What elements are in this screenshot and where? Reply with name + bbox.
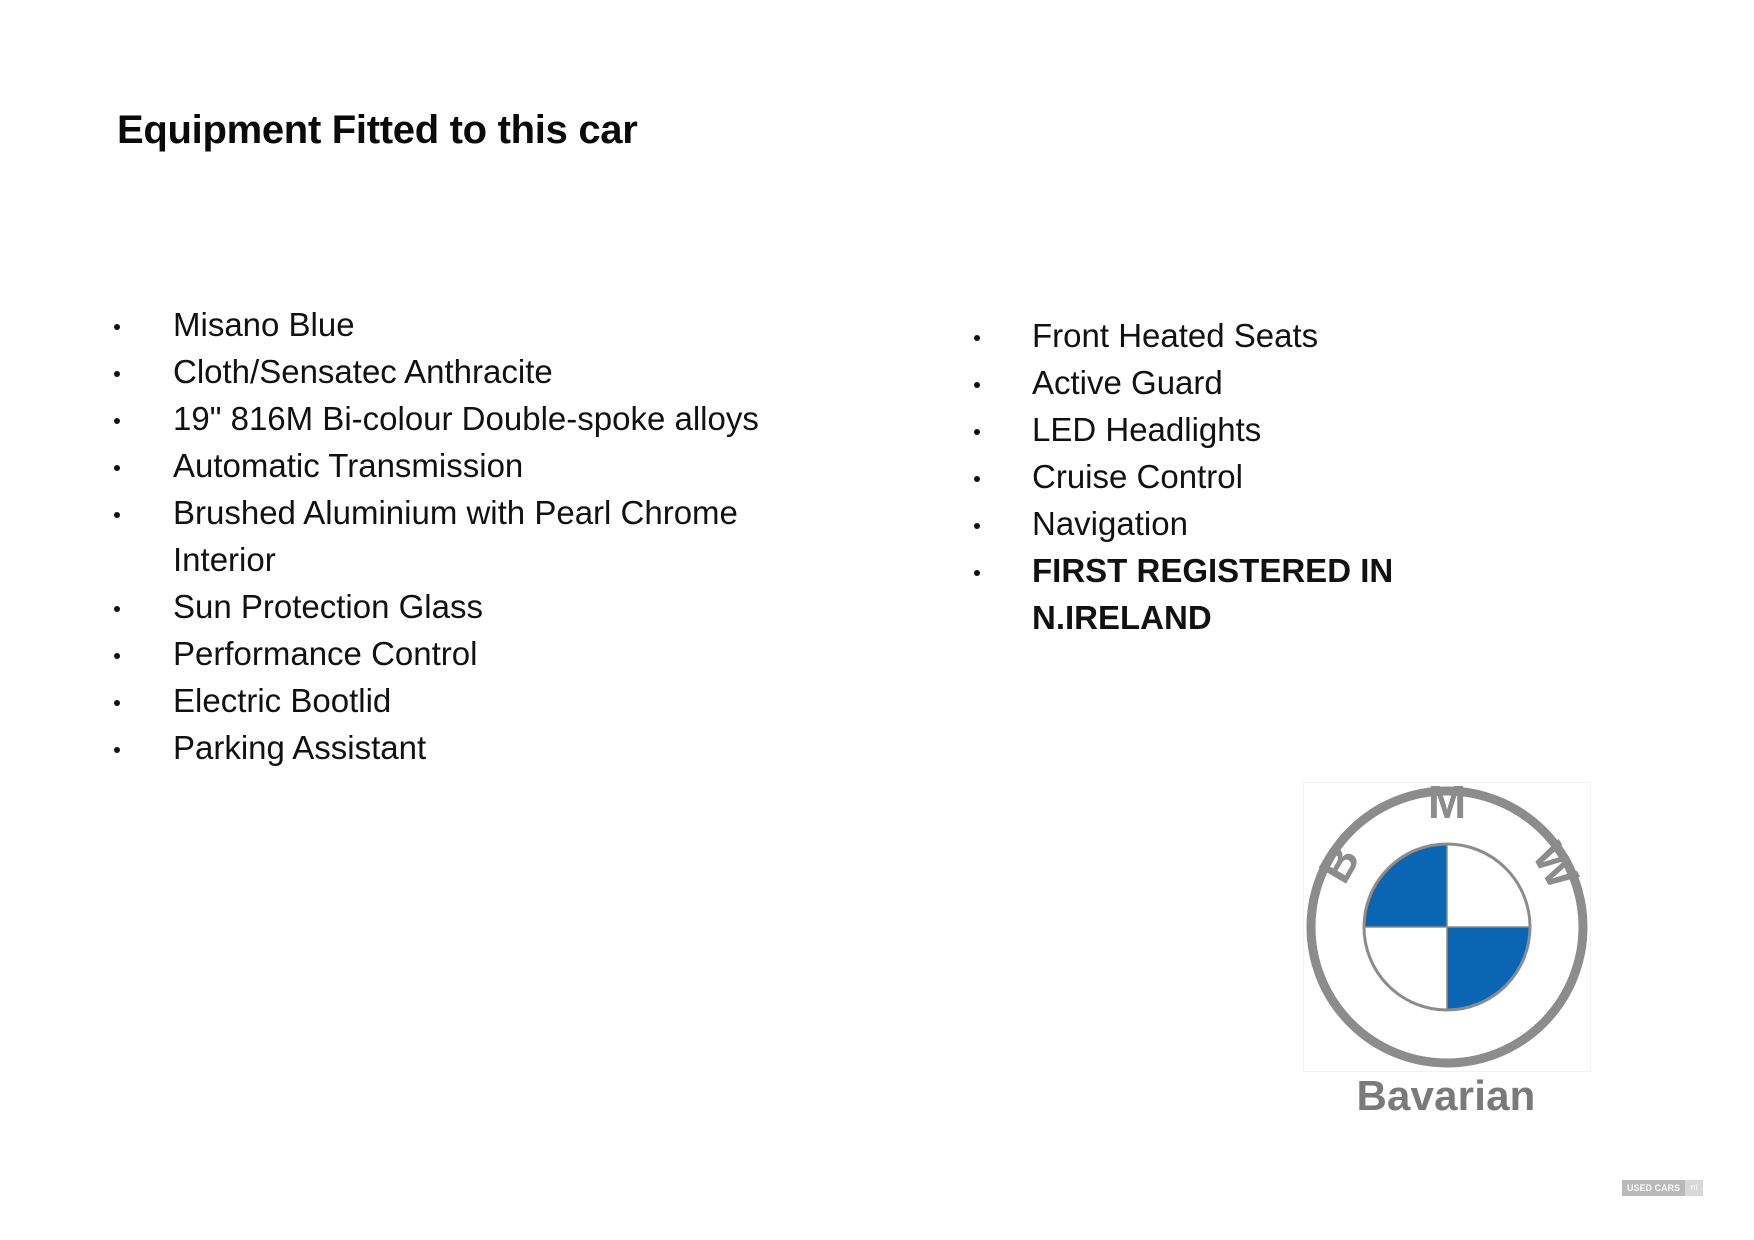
used-cars-watermark — [1622, 1180, 1703, 1196]
equipment-item: 19" 816M Bi-colour Double-spoke alloys — [110, 395, 830, 442]
equipment-item: Cruise Control — [970, 453, 1530, 500]
equipment-item: Cloth/Sensatec Anthracite — [110, 348, 830, 395]
equipment-item: Active Guard — [970, 359, 1530, 406]
bmw-logo-icon — [1303, 782, 1591, 1072]
watermark-tail: ni — [1685, 1180, 1703, 1196]
equipment-item: FIRST REGISTERED IN N.IRELAND — [970, 547, 1530, 641]
logo-letter-m: M — [1427, 783, 1467, 828]
equipment-item: Automatic Transmission — [110, 442, 830, 489]
equipment-item: Front Heated Seats — [970, 312, 1530, 359]
watermark-text: USED CARS — [1627, 1183, 1681, 1193]
equipment-item: Electric Bootlid — [110, 677, 830, 724]
equipment-item: Misano Blue — [110, 301, 830, 348]
equipment-list-right — [970, 312, 1530, 641]
equipment-list-left — [110, 301, 830, 771]
equipment-item: LED Headlights — [970, 406, 1530, 453]
page-title: Equipment Fitted to this car — [117, 108, 638, 152]
equipment-item: Navigation — [970, 500, 1530, 547]
equipment-item: Brushed Aluminium with Pearl Chrome Interior — [110, 489, 830, 583]
svg-text:M — [1428, 783, 1466, 828]
equipment-item: Sun Protection Glass — [110, 583, 830, 630]
logo-letter-b: B — [1308, 836, 1370, 892]
equipment-item: Parking Assistant — [110, 724, 830, 771]
logo-letter-w: W — [1522, 833, 1590, 898]
equipment-item: Performance Control — [110, 630, 830, 677]
dealer-name: Bavarian — [1356, 1072, 1536, 1119]
